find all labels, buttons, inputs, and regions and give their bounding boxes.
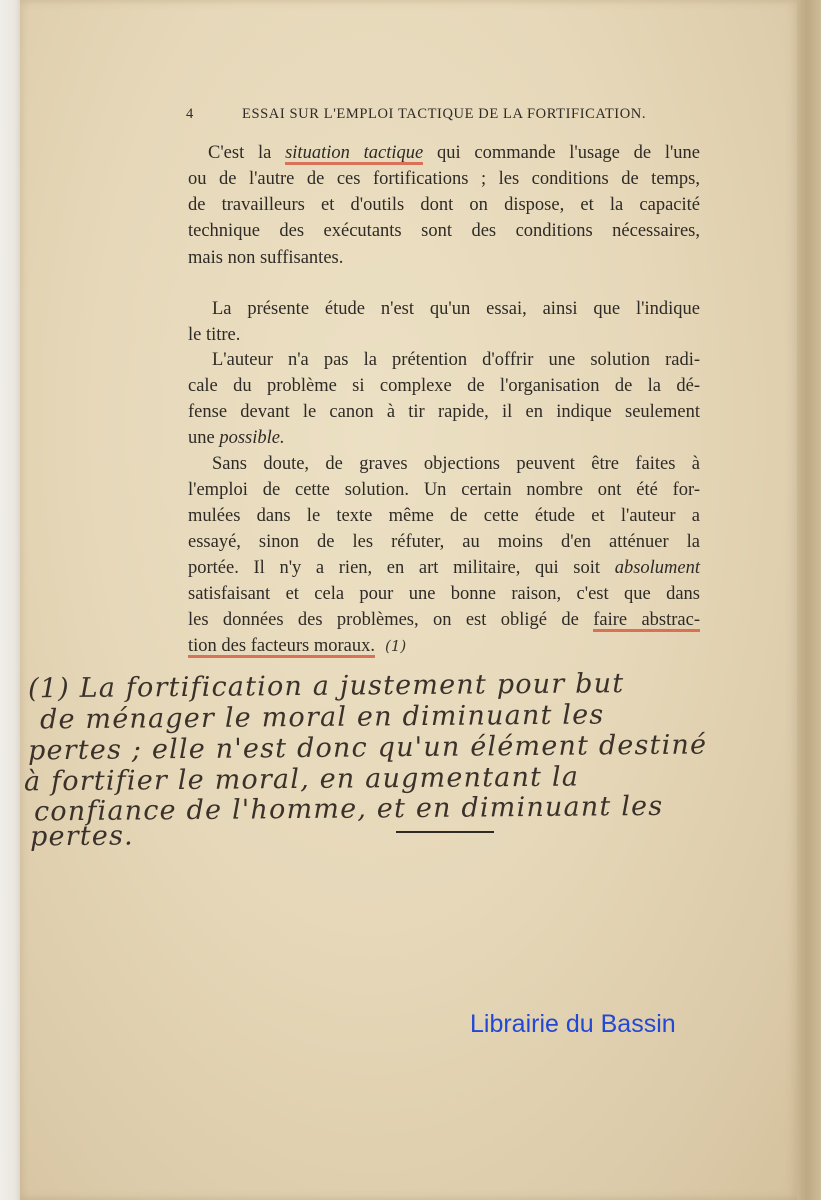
watermark-text: Librairie du Bassin bbox=[470, 1010, 676, 1038]
book-page bbox=[20, 0, 801, 1200]
handwritten-footnote-mark: (1) bbox=[385, 637, 407, 655]
section-divider bbox=[396, 831, 494, 833]
paragraph-1-line-1: C'est la situation tactique qui commande l'usage de l'une bbox=[208, 143, 701, 163]
paragraph-4-line-6: satisfaisant et cela pour une bonne raison, c'est que dans bbox=[188, 584, 700, 604]
paragraph-3-line-3: fense devant le canon à tir rapide, il en indique seulement bbox=[188, 402, 700, 422]
handwritten-note-line-5: confiance de l'homme, et en diminuant les bbox=[33, 790, 664, 828]
paragraph-4-line-7: les données des problèmes, on est obligé de faire abstrac- bbox=[188, 610, 700, 630]
paragraph-4-line-4: essayé, sinon de les réfuter, au moins d'en atténuer la bbox=[188, 532, 700, 552]
paragraph-4-line-1: Sans doute, de graves objections peuvent être faites à bbox=[212, 454, 700, 474]
paragraph-4-line-3: mulées dans le texte même de cette étude et l'auteur a bbox=[188, 506, 700, 526]
paragraph-3-line-4: une possible. bbox=[188, 428, 285, 448]
underlined-phrase: tion des facteurs moraux. bbox=[188, 636, 375, 656]
handwritten-note-line-6: pertes. bbox=[29, 820, 134, 853]
italic-emphasis: possible. bbox=[219, 428, 285, 448]
paragraph-1-line-4: technique des exécutants sont des conditions nécessaires, bbox=[188, 221, 700, 241]
page-edge-right bbox=[797, 0, 821, 1200]
paragraph-4-line-5: portée. Il n'y a rien, en art militaire, qui soit absolument bbox=[188, 558, 700, 578]
handwritten-note-line-4: à fortifier le moral, en augmentant la bbox=[23, 761, 580, 798]
handwritten-note-line-3: pertes ; elle n'est donc qu'un élément destiné bbox=[27, 729, 708, 767]
paragraph-1-line-3: de travailleurs et d'outils dont on dispose, et la capacité bbox=[188, 195, 700, 215]
underlined-phrase: faire abstrac- bbox=[593, 610, 700, 630]
paragraph-3-line-1: L'auteur n'a pas la prétention d'offrir une solution radi- bbox=[212, 350, 700, 370]
paragraph-4-line-8 bbox=[188, 635, 700, 657]
paragraph-1-line-2: ou de l'autre de ces fortifications ; les conditions de temps, bbox=[188, 169, 700, 189]
paragraph-1-line-5: mais non suffisantes. bbox=[188, 248, 344, 268]
page-number: 4 bbox=[186, 106, 194, 122]
italic-emphasis: situation tactique bbox=[285, 143, 424, 163]
italic-emphasis: absolument bbox=[614, 558, 700, 578]
paragraph-2-line-2: le titre. bbox=[188, 325, 241, 345]
scan-background-left bbox=[0, 0, 22, 1200]
running-header bbox=[186, 106, 646, 123]
running-title: ESSAI SUR L'EMPLOI TACTIQUE DE LA FORTIFICATION. bbox=[242, 106, 647, 122]
paragraph-3-line-2: cale du problème si complexe de l'organisation de la dé- bbox=[188, 376, 700, 396]
handwritten-note-line-1: (1) La fortification a justement pour but bbox=[27, 668, 625, 705]
handwritten-note-line-2: de ménager le moral en diminuant les bbox=[39, 699, 605, 736]
paragraph-4-line-2: l'emploi de cette solution. Un certain nombre ont été for- bbox=[188, 480, 700, 500]
paragraph-2-line-1: La présente étude n'est qu'un essai, ainsi que l'indique bbox=[212, 299, 700, 319]
